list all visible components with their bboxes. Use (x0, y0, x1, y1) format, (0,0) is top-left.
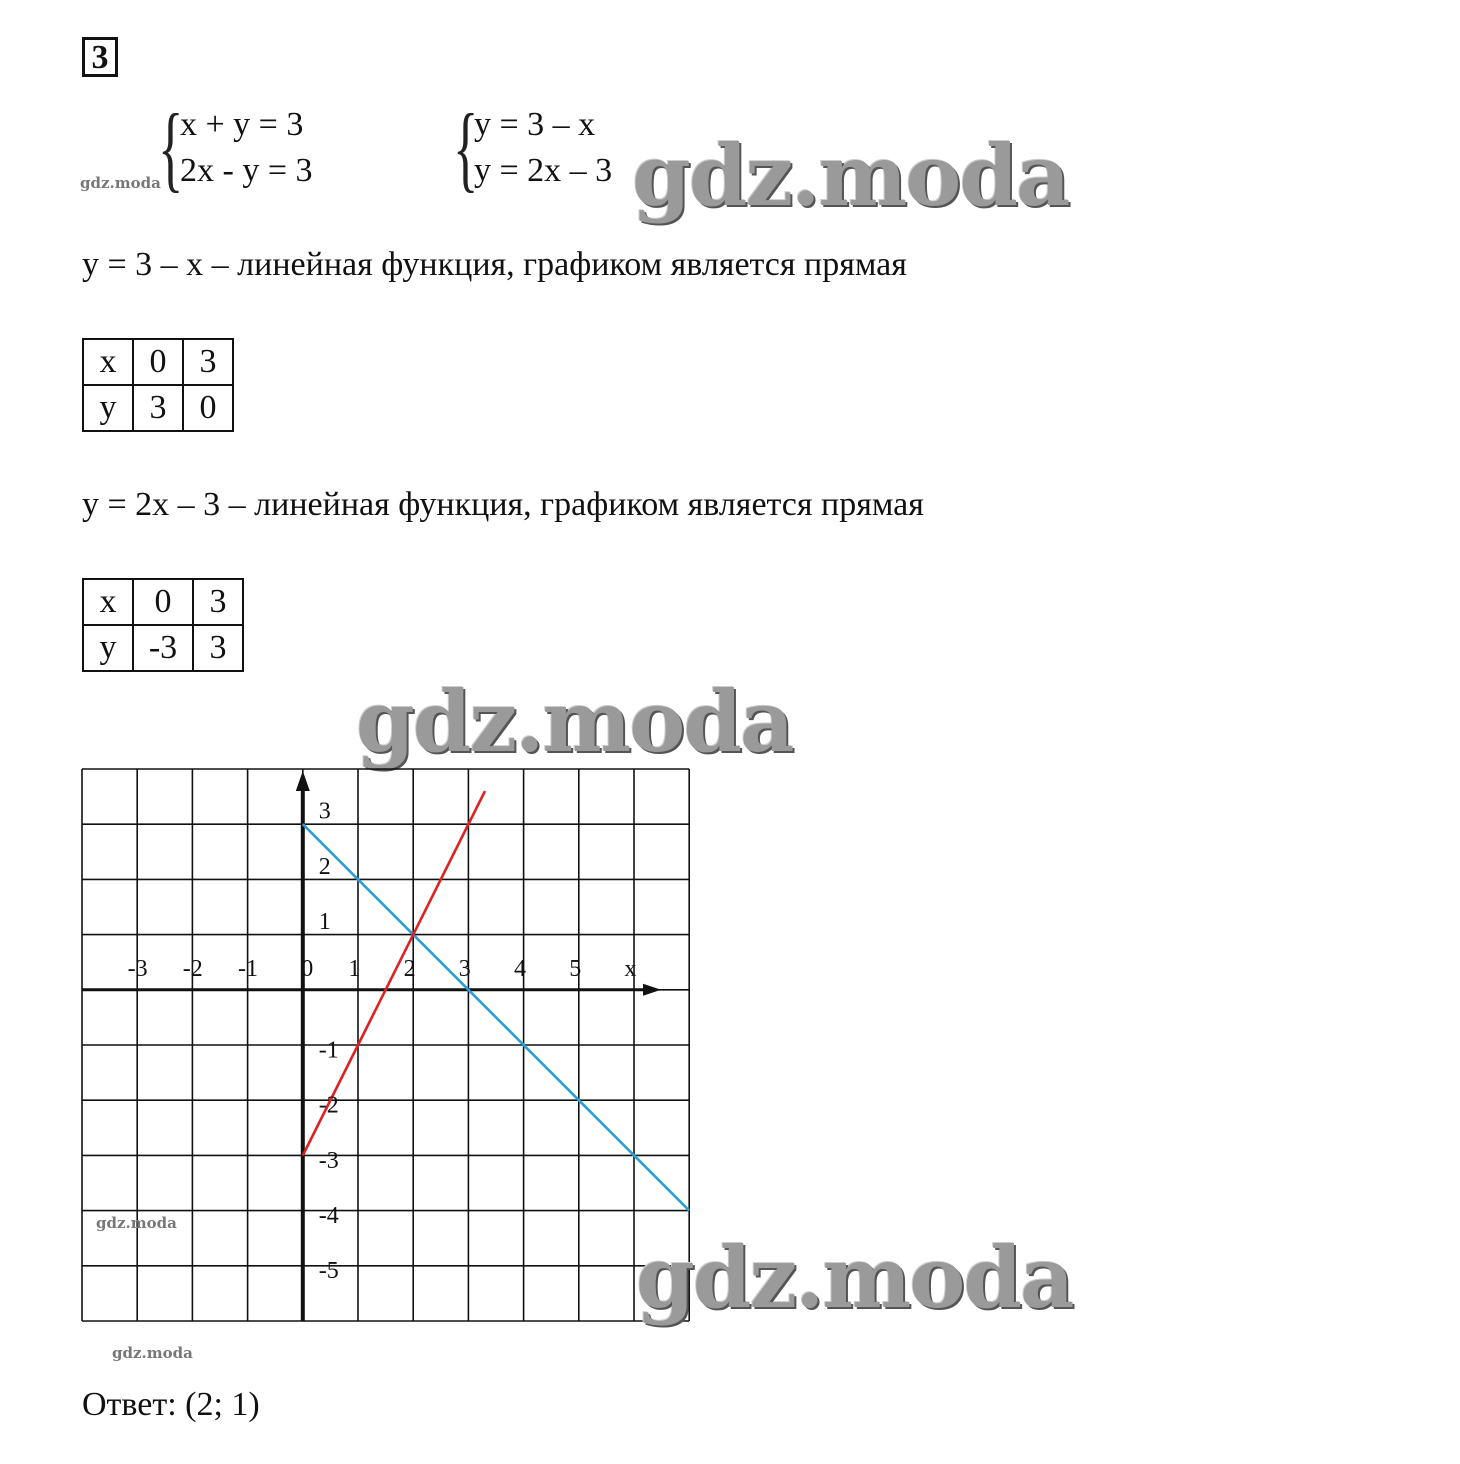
table-cell: 3 (193, 579, 243, 625)
x-axis-arrow (643, 984, 661, 996)
table-cell: 0 (133, 339, 183, 385)
watermark-big-1: gdz.moda (632, 126, 1069, 225)
system1-eq2: 2x - y = 3 (180, 152, 313, 189)
y-tick-label: -5 (318, 1258, 339, 1285)
series-lines (303, 791, 689, 1211)
y-tick-label: 1 (318, 909, 331, 935)
y-axis-arrow (296, 771, 310, 791)
watermark-big-2: gdz.moda (356, 672, 793, 771)
x-tick-label: 4 (514, 955, 526, 982)
y-tick-label: 2 (318, 853, 331, 880)
y-tick-label: 3 (318, 798, 331, 825)
table-cell: x (83, 339, 133, 385)
y-tick-label: -3 (318, 1147, 339, 1174)
x-axis-label: x (624, 955, 637, 982)
answer-text: Ответ: (2; 1) (82, 1386, 260, 1423)
table-cell: 3 (193, 625, 243, 671)
watermark-big-3: gdz.moda (636, 1228, 1073, 1327)
y-tick-label: -2 (318, 1092, 339, 1119)
table-cell: -3 (133, 625, 193, 671)
function2-description: y = 2x – 3 – линейная функция, графиком является прямая (82, 486, 924, 523)
brace-left-2: { (453, 94, 479, 201)
table-cell: y (83, 625, 133, 671)
x-tick-label: -3 (127, 955, 148, 982)
watermark-small-2: gdz.moda (96, 1214, 177, 1232)
x-tick-label: 0 (301, 955, 314, 982)
watermark-small-1: gdz.moda (80, 174, 161, 192)
x-tick-label: 1 (348, 955, 361, 982)
system2-eq2: y = 2x – 3 (474, 152, 613, 189)
x-tick-label: -1 (238, 955, 258, 982)
axes (82, 771, 661, 1321)
brace-left-1: { (158, 94, 184, 201)
y-tick-label: -1 (318, 1037, 339, 1064)
x-tick-label: -2 (182, 955, 203, 982)
function1-description: y = 3 – x – линейная функция, графиком является прямая (82, 246, 907, 283)
table-cell: y (83, 385, 133, 431)
system2-eq1: y = 3 – x (474, 106, 596, 143)
table-cell: 0 (133, 579, 193, 625)
watermark-small-3: gdz.moda (112, 1344, 193, 1362)
series-line-1 (303, 824, 689, 1210)
x-tick-label: 5 (569, 955, 582, 982)
table-cell: x (83, 579, 133, 625)
grid (82, 769, 689, 1321)
system1-eq1: x + y = 3 (180, 106, 304, 143)
x-tick-label: 3 (458, 955, 471, 982)
problem-number: 3 (82, 37, 118, 77)
y-tick-label: -4 (318, 1203, 339, 1229)
x-tick-label: 2 (403, 955, 416, 982)
table-cell: 3 (183, 339, 233, 385)
table-cell: 0 (183, 385, 233, 431)
table-cell: 3 (133, 385, 183, 431)
